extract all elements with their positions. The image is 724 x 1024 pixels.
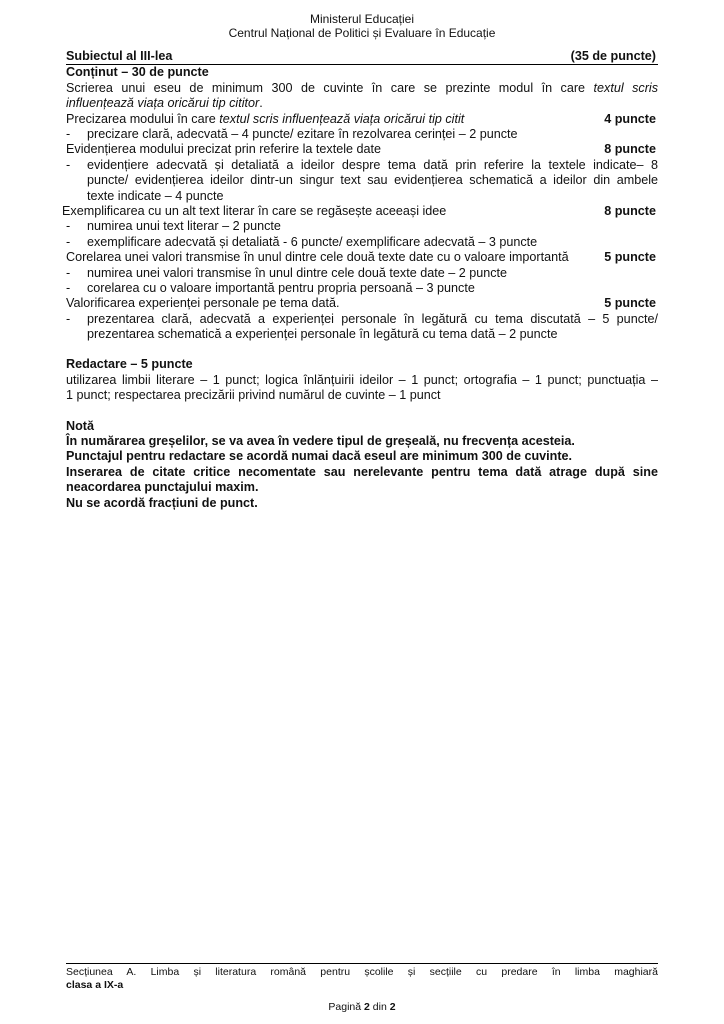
header-ministry: Ministerul Educației (309, 12, 415, 26)
criterion-4-bullet-2: - corelarea cu o valoare importantă pentru propria persoană – 3 puncte (66, 280, 475, 295)
criterion-1-bullet-1: - precizare clară, adecvată – 4 puncte/ ezitare în rezolvarea cerinței – 2 puncte (66, 126, 518, 141)
criterion-2-bullet-1-line3: texte indicate – 4 puncte (87, 188, 224, 203)
subject-title-row (66, 49, 658, 65)
footer-divider (66, 963, 658, 964)
nota-heading: Notă (66, 418, 94, 433)
footer-section: Secțiunea A. Limba și literatura română pentru școlile și secțiile cu predare în limba maghiară (66, 966, 658, 978)
criterion-3-points: 8 puncte (604, 203, 656, 218)
redactare-heading: Redactare – 5 puncte (66, 357, 193, 372)
criterion-4: Corelarea unei valori transmise în unul dintre cele două texte date cu o valoare importantă 5 puncte (66, 250, 656, 265)
criterion-5: Valorificarea experienței personale pe tema dată. 5 puncte (66, 296, 656, 311)
nota-line2: Punctajul pentru redactare se acordă numai dacă eseul are minimum 300 de cuvinte. (66, 449, 573, 464)
nota-line5: Nu se acordă fracțiuni de punct. (66, 495, 258, 510)
content-intro-line2: influențează viața oricărui tip cititor. (66, 96, 263, 111)
criterion-4-bullet-1: - numirea unei valori transmise în unul dintre cele două texte date – 2 puncte (66, 265, 508, 280)
footer (66, 966, 658, 992)
nota-line3: Inserarea de citate critice necomentate sau nerelevante pentru tema dată atrage după sine (66, 464, 658, 479)
content-intro-line1: Scrierea unui eseu de minimum 300 de cuvinte în care se prezinte modul în care textul scris (66, 80, 659, 95)
nota-line1: În numărarea greșelilor, se va avea în vedere tipul de greșeală, nu frecvența acesteia. (66, 434, 575, 449)
content-heading: Conținut – 30 de puncte (66, 65, 209, 80)
document-body (62, 49, 659, 511)
subject-title: Subiectul al III-lea (66, 49, 173, 63)
redactare-line1: utilizarea limbii literare – 1 punct; logica înlănțuirii ideilor – 1 punct; ortografia – 1 punct; punctuația – (66, 372, 658, 387)
criterion-2-bullet-1-line2: puncte/ evidențierea ideilor dintr-un singur text sau evidențierea schematică a ideilor din ambele (87, 173, 658, 188)
criterion-5-bullet-1-line1: - prezentarea clară, adecvată a experienței personale în legătură cu tema discutată – 5 puncte/ (66, 311, 658, 326)
footer-class: clasa a IX-a (66, 979, 124, 991)
criterion-3-bullet-2: - exemplificare adecvată și detaliată - 6 puncte/ exemplificare adecvată – 3 puncte (66, 234, 538, 249)
redactare-line2: 1 punct; respectarea precizării privind numărul de cuvinte – 1 punct (66, 388, 441, 403)
criterion-5-points: 5 puncte (604, 296, 656, 311)
criterion-2: Evidențierea modului precizat prin referire la textele date 8 puncte (66, 142, 656, 157)
criterion-2-bullet-1-line1: - evidențiere adecvată și detaliată a ideilor despre tema dată prin referire la textele indicate– 8 (66, 157, 658, 172)
header-center: Centrul Național de Politici și Evaluare în Educație (228, 26, 496, 40)
page-number: Pagină 2 din 2 (328, 1001, 396, 1013)
criterion-3-bullet-1: - numirea unui text literar – 2 puncte (66, 219, 281, 234)
criterion-3: Exemplificarea cu un alt text literar în care se regăsește aceeași idee 8 puncte (62, 203, 656, 218)
criterion-5-bullet-1-line2: prezentarea schematică a experienței personale în legătură cu tema dată – 2 puncte (87, 327, 558, 342)
criterion-1-points: 4 puncte (604, 111, 656, 126)
criterion-4-points: 5 puncte (604, 250, 656, 265)
criterion-2-points: 8 puncte (604, 142, 656, 157)
criterion-1: Precizarea modului în care textul scris influențează viața oricărui tip citit 4 puncte (66, 111, 656, 126)
subject-points: (35 de puncte) (570, 49, 656, 63)
nota-line4: neacordarea punctajului maxim. (66, 480, 259, 495)
